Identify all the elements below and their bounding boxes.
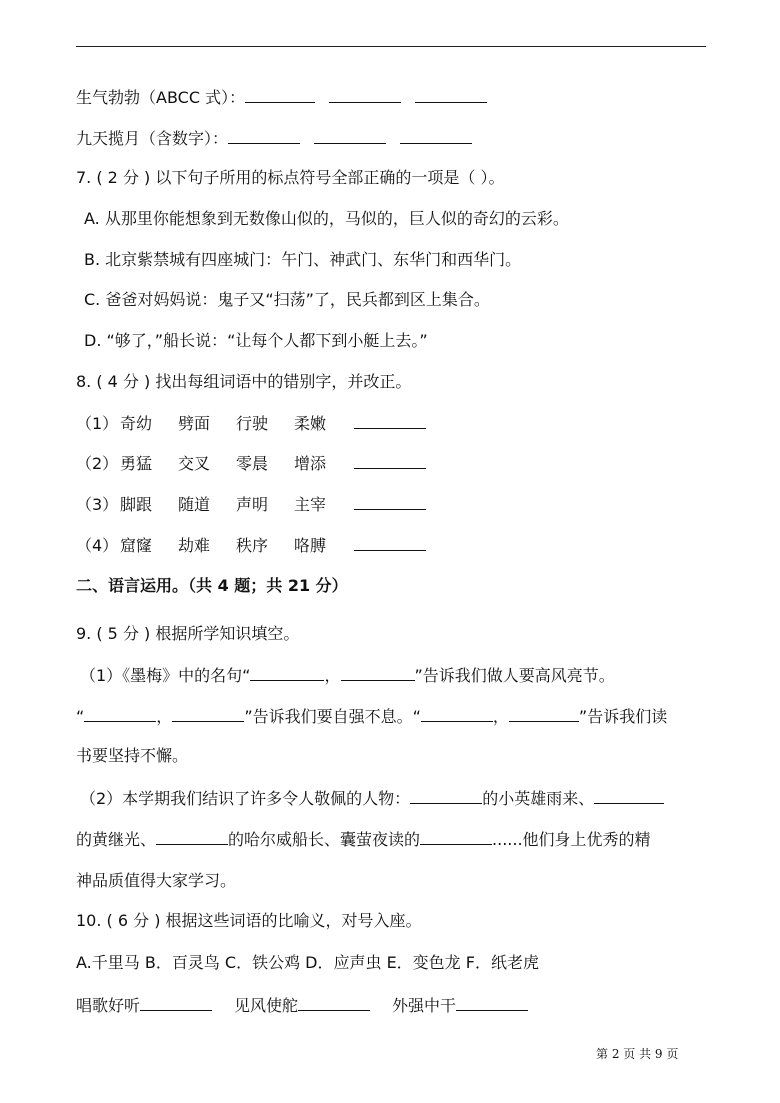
question-7-option-b[interactable]: B. 北京紫禁城有四座城门：午门、神武门、东华门和西华门。 (84, 250, 522, 269)
answer-blank[interactable] (298, 994, 370, 1011)
idiom-line-2 (76, 127, 472, 150)
text: ， (492, 707, 509, 726)
word: 随道 (178, 495, 211, 514)
answer-blank[interactable] (400, 127, 472, 144)
word-group-row (76, 493, 426, 516)
answer-blank[interactable] (354, 534, 426, 551)
word-group-row (76, 452, 426, 475)
text: （1）《墨梅》中的名句“ (80, 666, 251, 685)
word: 劫难 (178, 536, 211, 555)
text: ， (156, 707, 173, 726)
word: 窟窿 (120, 536, 153, 555)
question-7-title: 7. ( 2 分 ) 以下句子所用的标点符号全部正确的一项是（ ）。 (76, 168, 505, 187)
text: ......他们身上优秀的精 (492, 830, 651, 849)
row-number: （2） (76, 454, 119, 473)
question-9-line (76, 705, 667, 728)
answer-blank[interactable] (250, 664, 324, 681)
answer-blank[interactable] (341, 664, 415, 681)
word: 行驶 (236, 414, 269, 433)
question-9-line (80, 664, 615, 687)
idiom-label-2: 九天揽月（含数字）： (76, 129, 229, 148)
row-number: （4） (76, 536, 119, 555)
row-number: （3） (76, 495, 119, 514)
page-footer: 第 2 页 共 9 页 (596, 1047, 679, 1061)
question-7-option-c[interactable]: C. 爸爸对妈妈说：鬼子又“扫荡”了，民兵都到区上集合。 (84, 290, 490, 309)
idiom-label-1: 生气勃勃（ABCC 式）： (76, 88, 246, 107)
text: ， (324, 666, 341, 685)
text: ”告诉我们读 (578, 707, 668, 726)
idiom-line-1 (76, 86, 487, 109)
question-10-options: A.千里马 B．百灵鸟 C．铁公鸡 D．应声虫 E．变色龙 F．纸老虎 (76, 953, 539, 972)
answer-blank[interactable] (594, 787, 664, 804)
answer-blank[interactable] (329, 86, 401, 103)
word: 交叉 (178, 454, 211, 473)
answer-blank[interactable] (84, 705, 156, 722)
word: 柔嫩 (294, 414, 327, 433)
word: 声明 (236, 495, 269, 514)
word: 增添 (294, 454, 327, 473)
word-group-row (76, 412, 426, 435)
answer-blank[interactable] (415, 86, 487, 103)
question-9-line: 书要坚持不懈。 (76, 746, 189, 765)
row-number: （1） (76, 414, 119, 433)
answer-blank[interactable] (509, 705, 579, 722)
text: 的哈尔威船长、囊萤夜读的 (228, 830, 421, 849)
question-9-line (76, 828, 651, 851)
word: 劈面 (178, 414, 211, 433)
text: 唱歌好听 (76, 996, 141, 1015)
header-rule (76, 46, 706, 47)
word: 咯膊 (294, 536, 327, 555)
text: 的小英雄雨来、 (482, 789, 595, 808)
text: 外强中干 (392, 996, 457, 1015)
answer-blank[interactable] (245, 86, 315, 103)
word: 零晨 (236, 454, 269, 473)
section-heading: 二、语言运用。（共 4 题；共 21 分） (76, 576, 348, 595)
answer-blank[interactable] (354, 493, 426, 510)
text: 见风使舵 (234, 996, 299, 1015)
answer-blank[interactable] (156, 828, 228, 845)
word: 主宰 (294, 495, 327, 514)
text: 的黄继光、 (76, 830, 157, 849)
word: 勇猛 (120, 454, 153, 473)
answer-blank[interactable] (354, 452, 426, 469)
question-7-option-d[interactable]: D. “够了，”船长说：“让每个人都下到小艇上去。” (84, 331, 428, 350)
answer-blank[interactable] (228, 127, 300, 144)
question-9-line: 神品质值得大家学习。 (76, 871, 237, 890)
answer-blank[interactable] (421, 705, 493, 722)
question-9-title: 9. ( 5 分 ) 根据所学知识填空。 (76, 624, 300, 643)
text: （2）本学期我们结识了许多令人敬佩的人物： (80, 789, 411, 808)
answer-blank[interactable] (140, 994, 212, 1011)
text: “ (76, 707, 85, 726)
question-7-option-a[interactable]: A. 从那里你能想象到无数像山似的，马似的，巨人似的奇幻的云彩。 (84, 209, 569, 228)
answer-blank[interactable] (410, 787, 482, 804)
text: ”告诉我们要自强不息。“ (244, 707, 421, 726)
word: 脚跟 (120, 495, 153, 514)
word: 秩序 (236, 536, 269, 555)
answer-blank[interactable] (172, 705, 244, 722)
text: ”告诉我们做人要高风亮节。 (414, 666, 615, 685)
question-10-title: 10. ( 6 分 ) 根据这些词语的比喻义，对号入座。 (76, 911, 422, 930)
answer-blank[interactable] (456, 994, 528, 1011)
answer-blank[interactable] (420, 828, 492, 845)
answer-blank[interactable] (354, 412, 426, 429)
word-group-row (76, 534, 426, 557)
question-10-fill-line (76, 994, 528, 1017)
question-9-line (80, 787, 664, 810)
word: 奇幼 (120, 414, 153, 433)
answer-blank[interactable] (314, 127, 386, 144)
question-8-title: 8. ( 4 分 ) 找出每组词语中的错别字，并改正。 (76, 372, 412, 391)
